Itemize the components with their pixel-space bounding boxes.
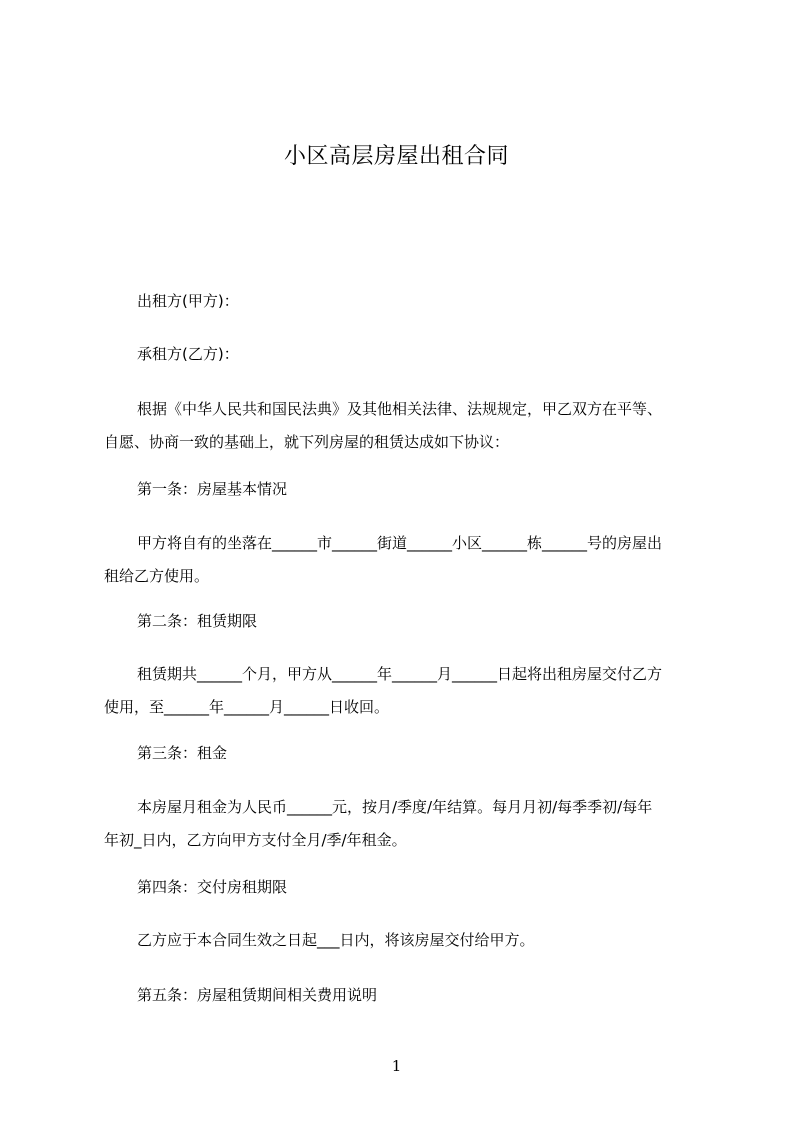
lessor-line: 出租方(甲方)： — [137, 292, 239, 310]
article1-paragraph — [104, 527, 704, 593]
article4-heading: 第四条：交付房租期限 — [137, 878, 288, 896]
article2-line-2: 使用，至______年______月______日收回。 — [104, 698, 390, 716]
lessee-line: 承租方(乙方)： — [137, 345, 239, 363]
preamble-line-2: 自愿、协商一致的基础上，就下列房屋的租赁达成如下协议： — [104, 433, 510, 451]
article2-paragraph — [104, 658, 704, 724]
page-number: 1 — [391, 1057, 402, 1075]
article3-line-2: 年初_日内，乙方向甲方支付全月/季/年租金。 — [104, 831, 407, 849]
article4-body: 乙方应于本合同生效之日起___日内，将该房屋交付给甲方。 — [137, 931, 535, 949]
document-title: 小区高层房屋出租合同 — [283, 144, 509, 169]
article5-heading: 第五条：房屋租赁期间相关费用说明 — [137, 986, 378, 1004]
article3-heading: 第三条：租金 — [137, 744, 228, 762]
article3-paragraph — [104, 791, 704, 857]
article2-heading: 第二条：租赁期限 — [137, 612, 258, 630]
article2-line-1: 租赁期共______个月，甲方从______年______月______日起将出租房屋交付乙方 — [137, 665, 663, 683]
preamble-line-1: 根据《中华人民共和国民法典》及其他相关法律、法规规定，甲乙双方在平等、 — [137, 400, 663, 418]
article1-line-1: 甲方将自有的坐落在______市______街道______小区______栋______号的房屋出 — [137, 534, 663, 552]
article3-line-1: 本房屋月租金为人民币______元，按月/季度/年结算。每月月初/每季季初/每年 — [137, 798, 653, 816]
article1-line-2: 租给乙方使用。 — [104, 567, 210, 585]
article1-heading: 第一条：房屋基本情况 — [137, 480, 288, 498]
preamble-paragraph — [104, 393, 704, 459]
